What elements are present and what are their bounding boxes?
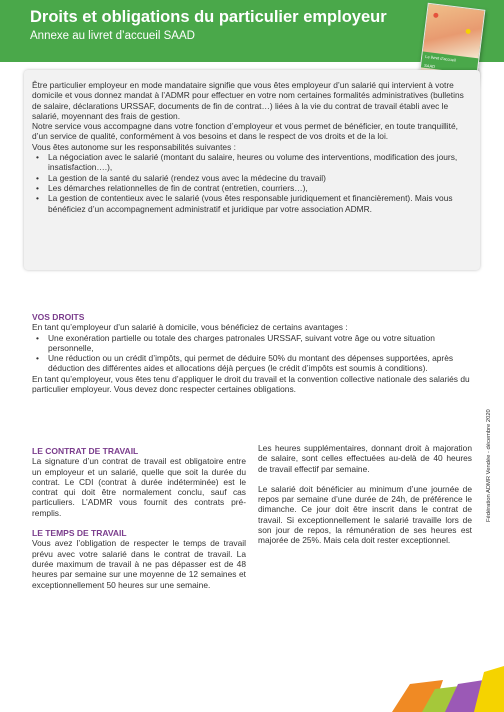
cover-line-2: SAAD [423, 62, 436, 70]
list-item: • Une réduction ou un crédit d’impôts, qui permet de déduire 50% du montant des dépenses supportées, après déduction des différentes aides et allocations déjà perçues (le crédit d’impôts est soumis à conditions). [32, 353, 474, 374]
contract-text: La signature d’un contrat de travail est obligatoire entre un employeur et un salarié, quelle que soit la durée du contrat. Le CDI (contrat à durée indéterminée) est le contrat qui doit être normalement conclu, sauf cas particuliers. L’ADMR vous fournit des contrats pré- remplis. [32, 456, 246, 518]
section-title-worktime: LE TEMPS DE TRAVAIL [32, 528, 127, 539]
rights-intro: En tant qu’employeur d’un salarié à domicile, vous bénéficiez de certains avantages : [32, 322, 348, 333]
intro-paragraph: Notre service vous accompagne dans votre fonction d’employeur et vous permet de bénéficier, en toute tranquillité, d’un service de qualité, conformément à vos besoins et dans le respect de vos droits et de la loi. [32, 121, 458, 142]
list-item: • La négociation avec le salarié (montant du salaire, heures ou volume des interventions, modification des jours, insatisfaction….), [32, 152, 474, 173]
overtime-text: Les heures supplémentaires, donnant droit à majoration de salaire, sont celles effectuées au-delà de 40 heures de travail effectif par semaine. [258, 443, 472, 474]
rest-day-text: Le salarié doit bénéficier au minimum d’une journée de repos par semaine d’une durée de 24h, de préférence le dimanche. Ce jour doit être inscrit dans le contrat de travail. Si exceptionnellement le salarié travaille lors de son jour de repos, la rémunération de ses heures est majorée de 25%. Mais cela doit rester exceptionnel. [258, 483, 472, 546]
intro-paragraph: Vous êtes autonome sur les responsabilités suivantes : [32, 141, 236, 152]
page-subtitle: Annexe au livret d’accueil SAAD [30, 30, 195, 42]
side-note: Fédération ADMR Vendée - décembre 2020 [486, 409, 492, 522]
rights-obligations: En tant qu’employeur, vous êtes tenu d’appliquer le droit du travail et la convention collective nationale des salariés du particulier employeur. Vous devez donc respecter certaines obligations. [32, 373, 470, 395]
list-item: • Une exonération partielle ou totale des charges patronales URSSAF, suivant votre âge ou votre situation personnelle, [32, 333, 474, 354]
page-title: Droits et obligations du particulier employeur [30, 8, 387, 26]
list-item: • La gestion de la santé du salarié (rendez vous avec la médecine du travail) [32, 173, 474, 183]
intro-paragraph: Être particulier employeur en mode mandataire signifie que vous êtes employeur d’un salarié qui intervient à votre domicile et vous donnez mandat à l’ADMR pour effectuer en votre nom certaines formalités administratives (bulletins de salaire, déclarations URSSAF, documents de fin de contrat…) liées à la vie du contrat de travail établi avec le salarié, moyennant des frais de gestion. [32, 80, 464, 121]
section-title-contract: LE CONTRAT DE TRAVAIL [32, 446, 139, 456]
worktime-text: Vous avez l’obligation de respecter le temps de travail prévu avec votre salarié dans le contrat de travail. La durée maximum de travail à ne pas dépasser est de 48 heures par semaine sur une moyenne de 12 semaines et exceptionnellement 50 heures sur une semaine. [32, 538, 246, 590]
cover-line-1: Le livret d’accueil [424, 53, 457, 63]
list-item: • La gestion de contentieux avec le salarié (vous êtes responsable juridiquement et financièrement). Mais vous bénéficiez d’un accompagnement administratif et juridique par votre association ADMR. [32, 193, 474, 214]
section-title-rights: VOS DROITS [32, 312, 85, 322]
list-item: • Les démarches relationnelles de fin de contrat (entretien, courriers…), [32, 183, 474, 193]
